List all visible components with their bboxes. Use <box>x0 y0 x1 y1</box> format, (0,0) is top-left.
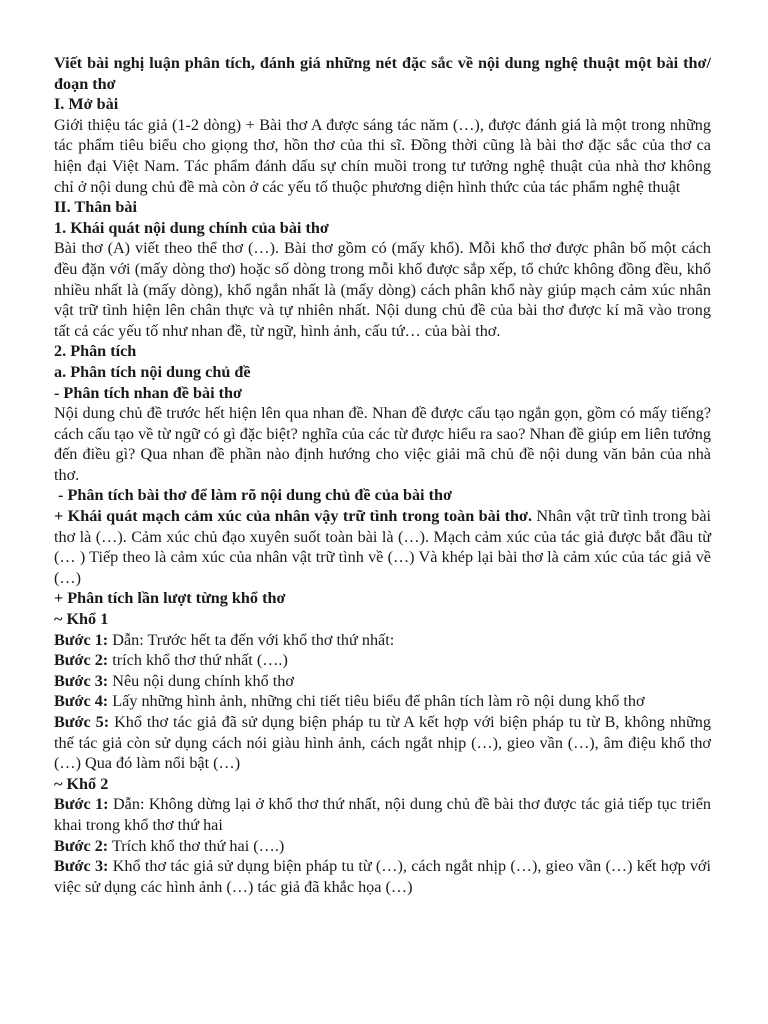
step-item <box>54 794 711 835</box>
step-label: Bước 3: <box>54 857 109 876</box>
mach-cam-xuc-text: Nhân vật trữ tình trong bài thơ là (…). Cảm xúc chủ đạo xuyên suốt toàn bài là (…). Mạch cảm xúc của tác giả được bắt đầu từ (… ) Tiếp theo là cảm xúc của nhân vật trữ tình về (…) Và khép lại bài thơ là cảm xúc của tác giả về (…) <box>54 507 711 587</box>
step-label: Bước 5: <box>54 713 110 731</box>
subheading-phan-tich-noi-dung: a. Phân tích nội dung chủ đề <box>54 362 251 381</box>
step-text: trích khổ thơ thứ nhất (….) <box>108 651 288 670</box>
step-label: Bước 2: <box>54 651 109 670</box>
stanza-heading-2: ~ Khổ 2 <box>54 774 109 793</box>
step-label: Bước 1: <box>54 630 109 649</box>
stanza-heading-1: ~ Khổ 1 <box>54 610 109 629</box>
step-text: Trích khổ thơ thứ hai (….) <box>108 836 285 855</box>
step-text: Nêu nội dung chính khổ thơ <box>108 671 294 690</box>
step-item <box>54 691 711 712</box>
paragraph-mo-bai: Giới thiệu tác giả (1-2 dòng) + Bài thơ A được sáng tác năm (…), được đánh giá là một trong những tác phẩm tiêu biểu cho giọng thơ, hồn thơ của thi sĩ. Đồng thời cũng là bài thơ đặc sắc của thơ ca hiện đại Việt Nam. Tác phẩm đánh dấu sự chín muồi trong tư tưởng nghệ thuật của nhà thơ không chỉ ở nội dung chủ đề mà còn ở các yếu tố thuộc phương diện hình thức của tác phẩm nghệ thuật <box>54 115 711 196</box>
step-label: Bước 1: <box>54 795 109 814</box>
step-text: Dẫn: Trước hết ta đến với khổ thơ thứ nhất: <box>108 630 395 649</box>
step-text: Lấy những hình ảnh, những chi tiết tiêu biểu để phân tích làm rõ nội dung khổ thơ <box>108 692 645 711</box>
section-heading-mo-bai: I. Mở bài <box>54 95 119 114</box>
paragraph-khai-quat: Bài thơ (A) viết theo thể thơ (…). Bài thơ gồm có (mấy khổ). Mỗi khổ thơ được phân bố một cách đều đặn với (mấy dòng thơ) hoặc số dòng trong mỗi khổ được sắp xếp, tổ chức không đồng đều, khổ nhiều nhất là (mấy dòng), khổ ngắn nhất là (mấy dòng) cách phân khổ này giúp mạch cảm xúc nhân vật trữ tình hiện lên chân thực và tự nhiên nhất. Nội dung chủ đề của bài thơ được kí mã vào trong tất cả các yếu tố như nhan đề, từ ngữ, hình ảnh, cấu tứ… của bài thơ. <box>54 239 711 340</box>
step-text: Khổ thơ tác giả sử dụng biện pháp tu từ (…), cách ngắt nhịp (…), gieo vần (…) kết hợp với việc sử dụng các hình ảnh (…) tác giả đã khắc họa (…) <box>54 857 711 896</box>
step-item <box>54 671 711 692</box>
step-item <box>54 856 711 897</box>
step-label: Bước 3: <box>54 671 109 690</box>
step-text: Dẫn: Không dừng lại ở khổ thơ thứ nhất, nội dung chủ đề bài thơ được tác giả tiếp tục triển khai trong khổ thơ thứ hai <box>54 795 711 834</box>
step-text: Khổ thơ tác giả đã sử dụng biện pháp tu từ A kết hợp với biện pháp tu từ B, không những thế tác giả còn sử dụng cách nói giàu hình ảnh, cách ngắt nhịp (…), gieo vần (…), âm điệu khổ thơ (…) Qua đó làm nổi bật (…) <box>54 713 711 773</box>
step-item <box>54 836 711 857</box>
paragraph-nhan-de: Nội dung chủ đề trước hết hiện lên qua nhan đề. Nhan đề được cấu tạo ngắn gọn, gồm có mấy tiếng? cách cấu tạo về từ ngữ có gì đặc biệt? nghĩa của các từ được hiểu ra sao? Nhan đề giúp em liên tưởng đến điều gì? Qua nhan đề phần nào định hướng cho việc giải mã chủ đề nội dung văn bản của nhà thơ. <box>54 404 711 484</box>
step-item <box>54 630 711 651</box>
subheading-tung-kho: + Phân tích lần lượt từng khổ thơ <box>54 589 286 608</box>
paragraph-mach-cam-xuc <box>54 506 711 588</box>
step-label: Bước 2: <box>54 836 109 855</box>
step-item <box>54 712 711 774</box>
subheading-phan-tich: 2. Phân tích <box>54 342 137 361</box>
subheading-lam-ro-noi-dung: - Phân tích bài thơ để làm rõ nội dung chủ đề của bài thơ <box>54 486 452 505</box>
section-heading-than-bai: II. Thân bài <box>54 198 137 217</box>
subheading-khai-quat: 1. Khái quát nội dung chính của bài thơ <box>54 218 329 237</box>
document-title: Viết bài nghị luận phân tích, đánh giá những nét đặc sắc về nội dung nghệ thuật một bài thơ/đoạn thơ <box>54 54 711 93</box>
mach-cam-xuc-lead: + Khái quát mạch cảm xúc của nhân vậy trữ tình trong toàn bài thơ. <box>54 507 533 526</box>
step-label: Bước 4: <box>54 692 109 711</box>
subheading-nhan-de: - Phân tích nhan đề bài thơ <box>54 383 242 402</box>
step-item <box>54 650 711 671</box>
